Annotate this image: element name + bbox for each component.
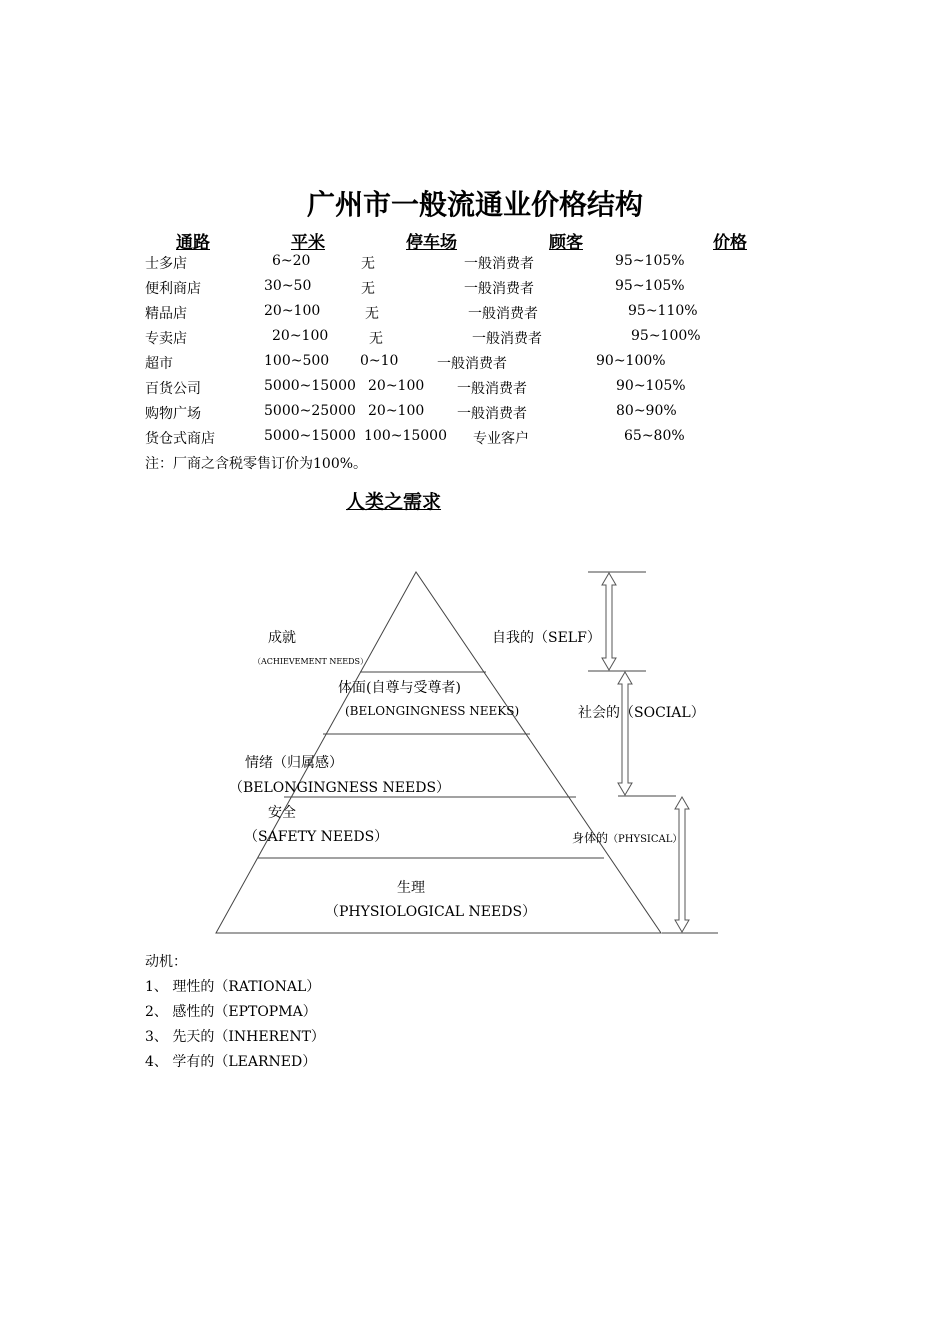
table-cell: 精品店 <box>145 306 187 322</box>
table-cell: 95~105% <box>615 278 685 294</box>
table-cell: 80~90% <box>616 403 677 419</box>
table-cell: 超市 <box>145 356 173 372</box>
table-cell: 100~15000 <box>364 428 447 444</box>
motivation-item: 1、 理性的（RATIONAL） <box>145 979 321 995</box>
table-cell: 5000~25000 <box>264 403 356 419</box>
physical-label <box>572 827 682 846</box>
table-cell: 30~50 <box>264 278 312 294</box>
table-cell: 95~105% <box>615 253 685 269</box>
social-double-arrow-icon <box>618 672 632 795</box>
table-cell: 无 <box>365 306 379 322</box>
table-cell: 20~100 <box>368 378 425 394</box>
header-price: 价格 <box>713 233 747 253</box>
table-cell: 无 <box>369 331 383 347</box>
achievement-en-label: （ACHIEVEMENT NEEDS） <box>253 657 368 666</box>
table-cell: 一般消费者 <box>464 256 534 272</box>
table-cell: 95~110% <box>628 303 698 319</box>
social-label: 社会的（SOCIAL） <box>578 705 705 721</box>
table-cell: 专卖店 <box>145 331 187 347</box>
page-title: 广州市一般流通业价格结构 <box>306 188 643 221</box>
esteem-en-label: (BELONGINGNESS NEEKS) <box>345 704 520 718</box>
header-parking: 停车场 <box>406 233 457 253</box>
table-cell: 90~100% <box>596 353 666 369</box>
motivation-item: 3、 先天的（INHERENT） <box>145 1029 325 1045</box>
physiological-en-label: （PHYSIOLOGICAL NEEDS） <box>325 904 537 920</box>
table-cell: 专业客户 <box>473 431 529 447</box>
table-cell: 一般消费者 <box>468 306 538 322</box>
table-cell: 无 <box>361 256 375 272</box>
table-cell: 100~500 <box>264 353 330 369</box>
belonging-en-label: （BELONGINGNESS NEEDS） <box>229 780 451 796</box>
achievement-label: 成就 <box>268 630 296 646</box>
esteem-label: 体面(自尊与受尊者) <box>338 680 461 696</box>
header-area: 平米 <box>291 233 325 253</box>
motivation-heading: 动机： <box>145 954 187 970</box>
self-label: 自我的（SELF） <box>492 630 601 646</box>
table-cell: 购物广场 <box>145 406 201 422</box>
physical-en-label: （PHYSICAL） <box>608 834 683 845</box>
table-cell: 无 <box>361 281 375 297</box>
motivation-item: 4、 学有的（LEARNED） <box>145 1054 317 1070</box>
table-cell: 百货公司 <box>145 381 201 397</box>
belonging-label: 情绪（归属感） <box>245 755 343 771</box>
header-channel: 通路 <box>176 233 210 253</box>
table-cell: 0~10 <box>360 353 399 369</box>
table-cell: 6~20 <box>272 253 311 269</box>
needs-title: 人类之需求 <box>346 491 442 513</box>
table-cell: 95~100% <box>631 328 701 344</box>
physiological-label: 生理 <box>397 880 425 896</box>
motivation-item: 2、 感性的（EPTOPMA） <box>145 1004 317 1020</box>
table-cell: 20~100 <box>368 403 425 419</box>
table-cell: 20~100 <box>264 303 321 319</box>
table-cell: 一般消费者 <box>457 406 527 422</box>
table-cell: 20~100 <box>272 328 329 344</box>
self-double-arrow-icon <box>602 573 616 670</box>
table-cell: 65~80% <box>624 428 685 444</box>
table-cell: 一般消费者 <box>437 356 507 372</box>
header-customer: 顾客 <box>549 233 583 253</box>
table-cell: 便利商店 <box>145 281 201 297</box>
table-cell: 一般消费者 <box>472 331 542 347</box>
table-cell: 货仓式商店 <box>145 431 215 447</box>
table-cell: 一般消费者 <box>464 281 534 297</box>
table-cell: 5000~15000 <box>264 428 356 444</box>
table-cell: 5000~15000 <box>264 378 356 394</box>
physical-label-text: 身体的 <box>572 831 609 845</box>
table-cell: 一般消费者 <box>457 381 527 397</box>
physical-double-arrow-icon <box>675 797 689 932</box>
table-cell: 90~105% <box>616 378 686 394</box>
safety-en-label: （SAFETY NEEDS） <box>244 829 389 845</box>
table-cell: 士多店 <box>145 256 187 272</box>
table-note: 注：厂商之含税零售订价为100%。 <box>145 456 368 472</box>
safety-label: 安全 <box>268 805 296 821</box>
